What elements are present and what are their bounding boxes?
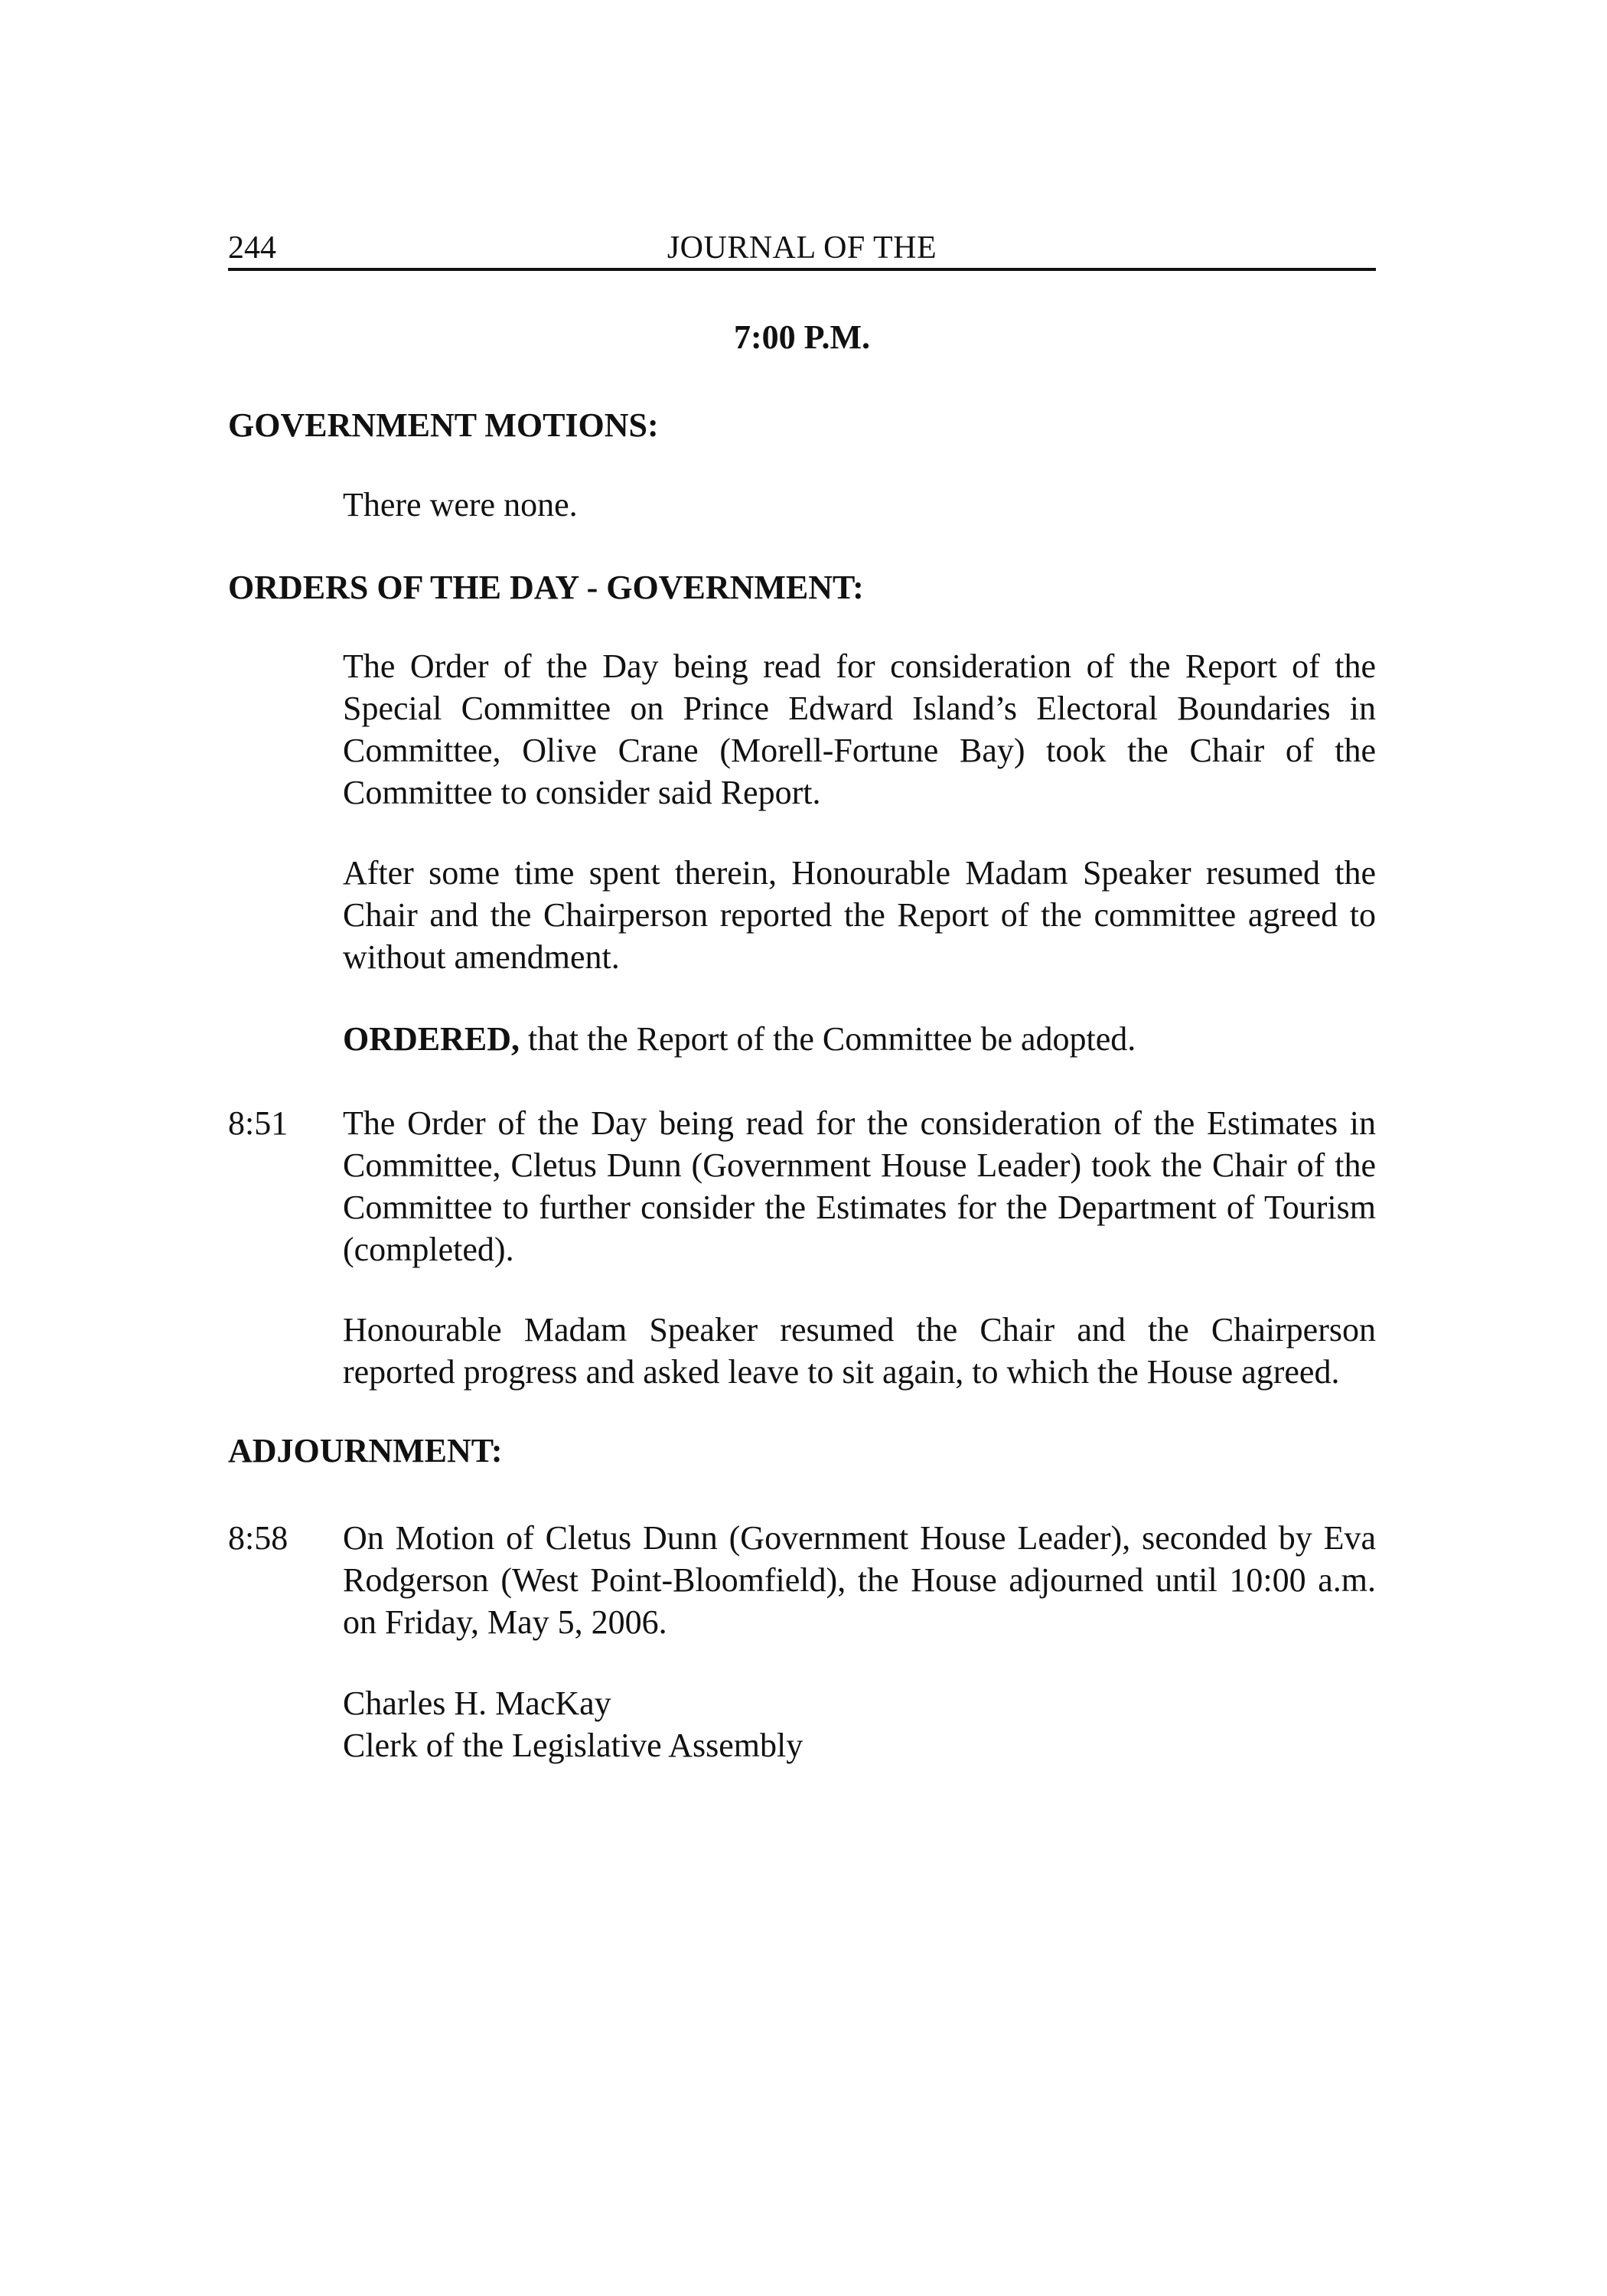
orders-of-the-day-heading: ORDERS OF THE DAY - GOVERNMENT: — [228, 569, 864, 606]
clerk-title: Clerk of the Legislative Assembly — [343, 1727, 804, 1764]
government-motions-heading: GOVERNMENT MOTIONS: — [228, 406, 659, 444]
page-header — [228, 228, 1376, 271]
timestamp-851: 8:51 — [228, 1104, 288, 1142]
orders-paragraph-progress: Honourable Madam Speaker resumed the Chair and the Chairperson reported progress and asked leave to sit again, to which the House agreed. — [343, 1311, 1376, 1391]
clerk-name: Charles H. MacKay — [343, 1684, 611, 1722]
orders-paragraph-estimates: The Order of the Day being read for the consideration of the Estimates in Committee, Cletus Dunn (Government House Leader) took the Chair of the Committee to further consider the Estimates for the Department of Tourism (completed). — [343, 1104, 1376, 1268]
ordered-paragraph — [343, 1018, 1376, 1060]
adjournment-heading: ADJOURNMENT: — [228, 1432, 503, 1469]
session-time-heading: 7:00 P.M. — [733, 318, 871, 356]
ordered-label: ORDERED, — [343, 1020, 520, 1058]
government-motions-text: There were none. — [343, 486, 578, 523]
orders-paragraph-report: The Order of the Day being read for consideration of the Report of the Special Committee on Prince Edward Island’s Electoral Boundaries in Committee, Olive Crane (Morell-Fortune Bay) took the Chair of the Committee to consider said Report. — [343, 647, 1376, 811]
ordered-text: that the Report of the Committee be adopted. — [520, 1020, 1136, 1058]
running-head: JOURNAL OF THE — [667, 230, 937, 266]
adjournment-paragraph: On Motion of Cletus Dunn (Government House Leader), seconded by Eva Rodgerson (West Point-Bloomfield), the House adjourned until 10:00 a.m. on Friday, May 5, 2006. — [343, 1519, 1376, 1641]
timestamp-858: 8:58 — [228, 1519, 288, 1557]
signature-block — [343, 1682, 1376, 1766]
orders-paragraph-resumed: After some time spent therein, Honourable Madam Speaker resumed the Chair and the Chairperson reported the Report of the committee agreed to without amendment. — [343, 854, 1376, 976]
page-number: 244 — [228, 230, 276, 266]
